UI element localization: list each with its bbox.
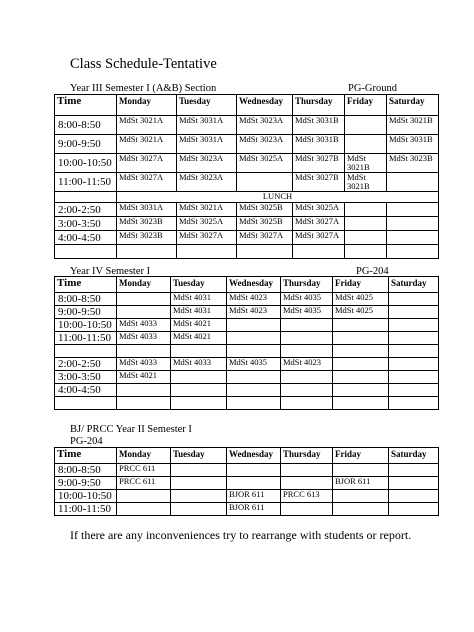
class-cell	[281, 371, 333, 384]
table-row	[55, 135, 439, 154]
class-cell	[171, 503, 227, 516]
table3-header-row	[55, 448, 439, 464]
column-header-0: Time	[55, 277, 117, 293]
class-cell: MdSt 4021	[171, 319, 227, 332]
class-cell	[333, 503, 389, 516]
class-cell	[333, 490, 389, 503]
class-cell	[389, 306, 439, 319]
class-cell	[227, 384, 281, 397]
time-slot: 4:00-4:50	[55, 384, 117, 397]
class-cell: MdSt 3025B	[237, 217, 293, 231]
class-cell	[117, 503, 171, 516]
class-cell	[281, 397, 333, 410]
class-cell: MdSt 4033	[117, 358, 171, 371]
class-cell	[281, 503, 333, 516]
class-cell	[227, 345, 281, 358]
class-cell	[333, 319, 389, 332]
class-cell: MdSt 3021A	[117, 135, 177, 154]
class-cell: MdSt 4021	[171, 332, 227, 345]
class-cell: MdSt 3027A	[117, 173, 177, 192]
class-cell	[237, 245, 293, 259]
class-cell: PRCC 611	[117, 477, 171, 490]
time-slot	[55, 397, 117, 410]
schedule-table-year4	[54, 276, 439, 410]
table-row	[55, 371, 439, 384]
class-cell	[333, 332, 389, 345]
class-cell	[333, 397, 389, 410]
class-cell	[387, 231, 439, 245]
time-slot: 10:00-10:50	[55, 154, 117, 173]
class-cell: MdSt 3027B	[293, 154, 345, 173]
class-cell	[171, 464, 227, 477]
column-header-3: Wednesday	[227, 448, 281, 464]
column-header-6: Saturday	[389, 448, 439, 464]
class-cell	[389, 345, 439, 358]
class-cell	[117, 345, 171, 358]
footnote: If there are any inconveniences try to rearrange with students or report.	[70, 528, 412, 542]
column-header-3: Wednesday	[237, 95, 293, 116]
class-cell	[293, 245, 345, 259]
column-header-4: Thursday	[293, 95, 345, 116]
class-cell: MdSt 3027A	[293, 231, 345, 245]
class-cell	[281, 332, 333, 345]
column-header-1: Monday	[117, 277, 171, 293]
table-row	[55, 319, 439, 332]
class-cell	[387, 217, 439, 231]
class-cell	[387, 203, 439, 217]
class-cell: MdSt 3025B	[237, 203, 293, 217]
class-cell	[117, 384, 171, 397]
class-cell: MdSt 3023A	[237, 135, 293, 154]
class-cell: PRCC 611	[117, 464, 171, 477]
class-cell	[117, 245, 177, 259]
class-cell: MdSt 3027A	[237, 231, 293, 245]
class-cell	[281, 384, 333, 397]
table-row	[55, 306, 439, 319]
class-cell: MdSt 3023B	[117, 217, 177, 231]
table-row	[55, 464, 439, 477]
class-cell	[389, 358, 439, 371]
class-cell	[227, 371, 281, 384]
class-cell	[281, 319, 333, 332]
table-row	[55, 477, 439, 490]
class-cell	[345, 116, 387, 135]
class-cell	[227, 332, 281, 345]
table-row	[55, 231, 439, 245]
table-row	[55, 490, 439, 503]
class-cell: MdSt 3021B	[387, 116, 439, 135]
class-cell: PRCC 613	[281, 490, 333, 503]
table-row	[55, 245, 439, 259]
class-cell: BJOR 611	[333, 477, 389, 490]
table1-caption: Year III Semester I (A&B) Section	[70, 83, 217, 94]
table2-header-row	[55, 277, 439, 293]
class-cell: MdSt 3027A	[293, 217, 345, 231]
class-cell	[389, 397, 439, 410]
column-header-5: Friday	[333, 448, 389, 464]
lunch-row	[55, 192, 439, 203]
class-cell: MdSt 3025A	[293, 203, 345, 217]
class-cell: MdSt 4025	[333, 306, 389, 319]
class-cell: MdSt 3023B	[387, 154, 439, 173]
class-cell	[389, 477, 439, 490]
class-cell	[389, 293, 439, 306]
class-cell	[117, 397, 171, 410]
class-cell	[177, 245, 237, 259]
time-slot: 10:00-10:50	[55, 319, 117, 332]
column-header-0: Time	[55, 95, 117, 116]
class-cell	[389, 332, 439, 345]
column-header-5: Friday	[333, 277, 389, 293]
class-cell	[333, 345, 389, 358]
class-cell	[389, 490, 439, 503]
table-row	[55, 358, 439, 371]
class-cell	[237, 173, 293, 192]
table-row	[55, 173, 439, 192]
class-cell: MdSt 4023	[227, 293, 281, 306]
class-cell: MdSt 3025A	[237, 154, 293, 173]
table3-caption: BJ/ PRCC Year II Semester I	[70, 424, 192, 435]
class-cell: MdSt 3021B	[345, 154, 387, 173]
table-row	[55, 397, 439, 410]
column-header-4: Thursday	[281, 448, 333, 464]
time-slot: 4:00-4:50	[55, 231, 117, 245]
table-row	[55, 203, 439, 217]
class-cell	[227, 397, 281, 410]
table-row	[55, 503, 439, 516]
time-slot: 2:00-2:50	[55, 203, 117, 217]
class-cell: MdSt 3031B	[293, 116, 345, 135]
time-slot: 8:00-8:50	[55, 116, 117, 135]
class-cell: MdSt 3021A	[117, 116, 177, 135]
table1-location: PG-Ground	[348, 83, 397, 94]
time-slot: 3:00-3:50	[55, 371, 117, 384]
class-cell: MdSt 3027A	[177, 231, 237, 245]
class-cell	[333, 464, 389, 477]
page-title: Class Schedule-Tentative	[70, 56, 217, 72]
class-cell	[387, 245, 439, 259]
class-cell: MdSt 4035	[281, 293, 333, 306]
column-header-1: Monday	[117, 448, 171, 464]
class-cell: MdSt 4031	[171, 293, 227, 306]
class-cell	[171, 345, 227, 358]
class-cell: MdSt 3031B	[387, 135, 439, 154]
column-header-4: Thursday	[281, 277, 333, 293]
time-slot: 2:00-2:50	[55, 358, 117, 371]
lunch-time-cell	[55, 192, 117, 203]
class-cell: MdSt 3025A	[177, 217, 237, 231]
lunch-label: LUNCH	[117, 192, 439, 203]
class-cell	[333, 358, 389, 371]
class-cell: MdSt 4035	[281, 306, 333, 319]
schedule-table-bj-prcc	[54, 447, 439, 516]
class-cell: MdSt 4033	[171, 358, 227, 371]
class-cell	[171, 397, 227, 410]
class-cell	[227, 464, 281, 477]
column-header-5: Friday	[345, 95, 387, 116]
class-cell: MdSt 3027A	[117, 154, 177, 173]
class-cell	[171, 371, 227, 384]
class-cell: MdSt 3027B	[293, 173, 345, 192]
class-cell	[171, 384, 227, 397]
class-cell	[389, 319, 439, 332]
class-cell: MdSt 3023B	[117, 231, 177, 245]
table-row	[55, 345, 439, 358]
class-cell: MdSt 4023	[281, 358, 333, 371]
class-cell: MdSt 3031A	[177, 135, 237, 154]
class-cell: MdSt 3031A	[117, 203, 177, 217]
class-cell: MdSt 3021B	[345, 173, 387, 192]
class-cell	[171, 490, 227, 503]
time-slot: 10:00-10:50	[55, 490, 117, 503]
class-cell	[333, 384, 389, 397]
time-slot: 11:00-11:50	[55, 332, 117, 345]
class-cell: MdSt 3023A	[177, 154, 237, 173]
class-cell	[389, 384, 439, 397]
time-slot: 11:00-11:50	[55, 173, 117, 192]
class-cell	[389, 503, 439, 516]
time-slot: 9:00-9:50	[55, 477, 117, 490]
class-cell: MdSt 4033	[117, 319, 171, 332]
class-cell	[389, 371, 439, 384]
class-cell: BJOR 611	[227, 503, 281, 516]
class-cell	[281, 464, 333, 477]
class-cell	[345, 231, 387, 245]
table2-caption: Year IV Semester I	[70, 266, 151, 277]
class-cell: MdSt 4033	[117, 332, 171, 345]
table-row	[55, 384, 439, 397]
time-slot: 8:00-8:50	[55, 464, 117, 477]
class-cell	[345, 203, 387, 217]
table-row	[55, 217, 439, 231]
table-row	[55, 154, 439, 173]
class-cell	[171, 477, 227, 490]
class-cell: MdSt 4023	[227, 306, 281, 319]
class-cell: MdSt 3023A	[177, 173, 237, 192]
time-slot: 3:00-3:50	[55, 217, 117, 231]
class-cell	[333, 371, 389, 384]
time-slot: 9:00-9:50	[55, 135, 117, 154]
class-cell: MdSt 3023A	[237, 116, 293, 135]
column-header-2: Tuesday	[171, 277, 227, 293]
class-cell	[117, 306, 171, 319]
class-cell: MdSt 3031A	[177, 116, 237, 135]
class-cell	[281, 477, 333, 490]
class-cell	[345, 217, 387, 231]
class-cell: MdSt 4021	[117, 371, 171, 384]
class-cell	[345, 135, 387, 154]
column-header-2: Tuesday	[171, 448, 227, 464]
time-slot: 11:00-11:50	[55, 503, 117, 516]
column-header-1: Monday	[117, 95, 177, 116]
class-cell: BJOR 611	[227, 490, 281, 503]
time-slot	[55, 345, 117, 358]
schedule-table-year3	[54, 94, 439, 259]
class-cell: MdSt 4025	[333, 293, 389, 306]
class-cell	[281, 345, 333, 358]
table-row	[55, 116, 439, 135]
class-cell	[389, 464, 439, 477]
class-cell: MdSt 3031B	[293, 135, 345, 154]
class-cell	[117, 293, 171, 306]
class-cell	[227, 319, 281, 332]
class-cell: MdSt 4031	[171, 306, 227, 319]
table3-location: PG-204	[70, 436, 103, 447]
time-slot	[55, 245, 117, 259]
column-header-3: Wednesday	[227, 277, 281, 293]
table1-header-row	[55, 95, 439, 116]
time-slot: 8:00-8:50	[55, 293, 117, 306]
class-cell: MdSt 4035	[227, 358, 281, 371]
class-cell	[117, 490, 171, 503]
class-cell	[227, 477, 281, 490]
class-cell	[345, 245, 387, 259]
class-cell	[387, 173, 439, 192]
table-row	[55, 293, 439, 306]
column-header-6: Saturday	[389, 277, 439, 293]
column-header-2: Tuesday	[177, 95, 237, 116]
table2-location: PG-204	[356, 266, 389, 277]
table-row	[55, 332, 439, 345]
column-header-0: Time	[55, 448, 117, 464]
column-header-6: Saturday	[387, 95, 439, 116]
time-slot: 9:00-9:50	[55, 306, 117, 319]
class-cell: MdSt 3021A	[177, 203, 237, 217]
